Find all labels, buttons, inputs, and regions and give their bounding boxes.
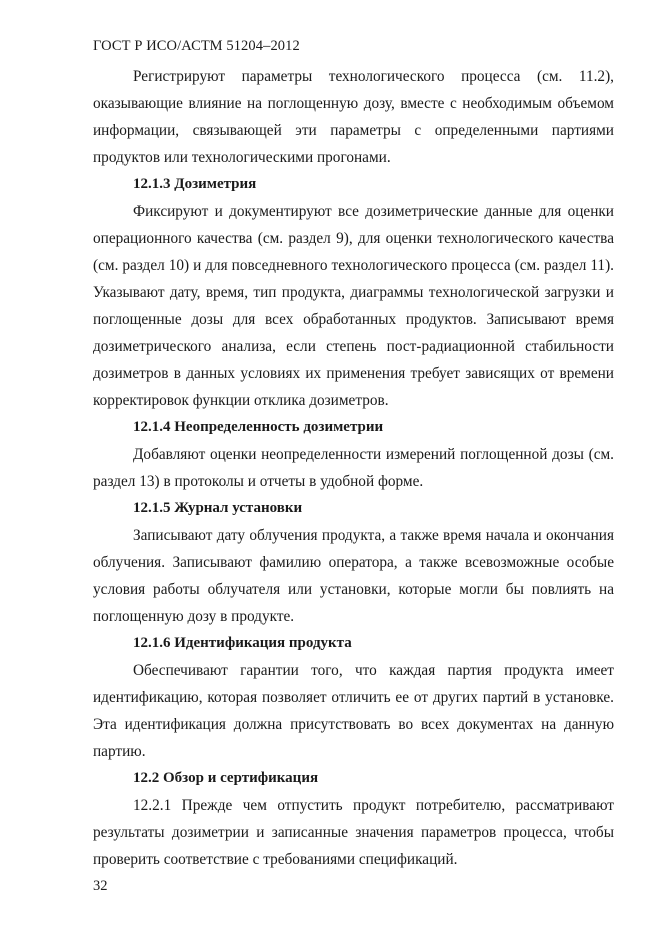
- paragraph-dosimetry: Фиксируют и документируют все дозиметрические данные для оценки операционного качества (см. раздел 9), для оценки технологического качества (см. раздел 10) и для повседневного технологического процесса (см. раздел 11). Указывают дату, время, тип продукта, диаграммы технологической загрузки и поглощенные дозы для всех обработанных продуктов. Записывают время дозиметрического анализа, если степень пост-радиационной стабильности дозиметров в данных условиях их применения требует зависящих от времени корректировок функции отклика дозиметров.: [93, 203, 614, 409]
- section-heading-dosimetry: 12.1.3 Дозиметрия: [133, 176, 257, 192]
- page-number: 32: [93, 878, 108, 894]
- paragraph-process-parameters: Регистрируют параметры технологического процесса (см. 11.2), оказывающие влияние на поглощенную дозу, вместе с необходимым объемом информации, связывающей эти параметры с определенными партиями продуктов или технологическими прогонами.: [93, 68, 614, 166]
- section-heading-product-identification: 12.1.6 Идентификация продукта: [133, 635, 352, 651]
- section-heading-review-certification: 12.2 Обзор и сертификация: [133, 770, 319, 786]
- page-content: [93, 63, 614, 873]
- section-heading-facility-log: 12.1.5 Журнал установки: [133, 500, 303, 516]
- paragraph-uncertainty: Добавляют оценки неопределенности измерений поглощенной дозы (см. раздел 13) в протоколы и отчеты в удобной форме.: [93, 446, 614, 490]
- section-heading-uncertainty: 12.1.4 Неопределенность дозиметрии: [133, 419, 384, 435]
- paragraph-review: 12.2.1 Прежде чем отпустить продукт потребителю, рассматривают результаты дозиметрии и записанные значения параметров процесса, чтобы проверить соответствие с требованиями спецификаций.: [93, 797, 614, 868]
- standard-header: ГОСТ Р ИСО/АСТМ 51204–2012: [93, 38, 300, 54]
- paragraph-product-identification: Обеспечивают гарантии того, что каждая партия продукта имеет идентификацию, которая позволяет отличить ее от других партий в установке. Эта идентификация должна присутствовать во всех документах на данную партию.: [93, 662, 614, 760]
- paragraph-facility-log: Записывают дату облучения продукта, а также время начала и окончания облучения. Записывают фамилию оператора, а также всевозможные особые условия работы облучателя или установки, которые могли бы повлиять на поглощенную дозу в продукте.: [93, 527, 614, 625]
